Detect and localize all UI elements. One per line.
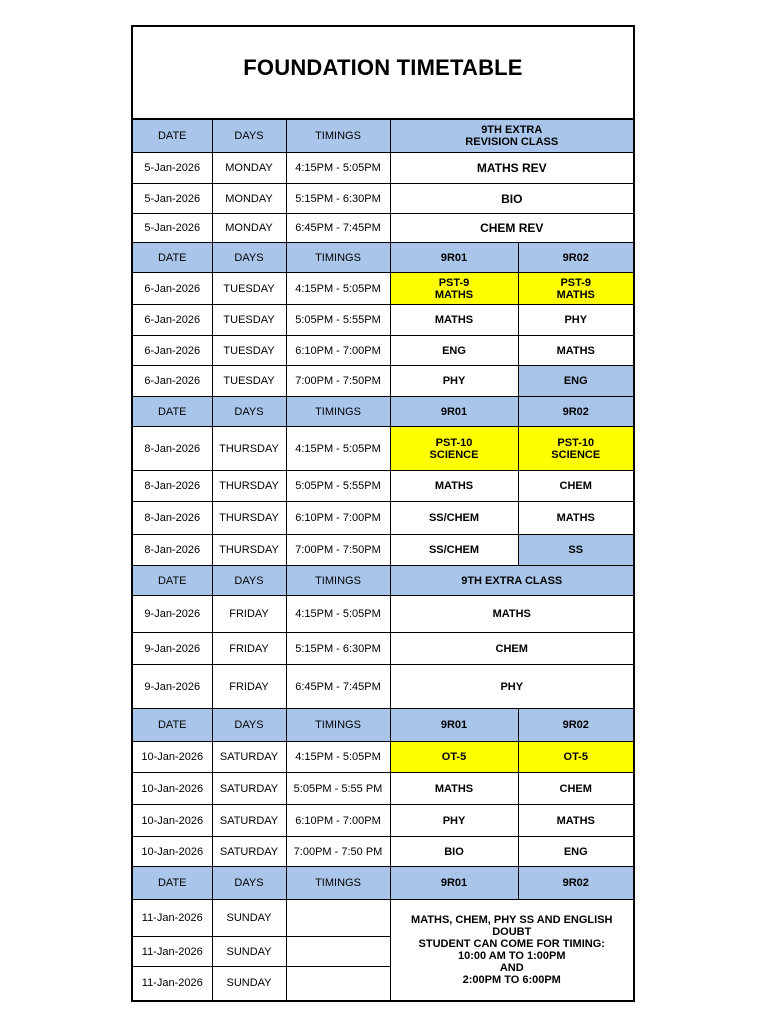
day-cell: FRIDAY bbox=[212, 633, 286, 665]
subject-9r01-line: MATHS bbox=[434, 314, 474, 326]
day-cell: TUESDAY bbox=[212, 305, 286, 336]
header-days: DAYS bbox=[212, 709, 286, 742]
day-cell: SUNDAY bbox=[212, 937, 286, 967]
page-title: FOUNDATION TIMETABLE bbox=[243, 54, 523, 80]
timing-cell: 5:05PM - 5:55PM bbox=[286, 471, 390, 502]
header-class-group-line: REVISION CLASS bbox=[465, 136, 559, 148]
header-9r01: 9R01 bbox=[390, 243, 518, 273]
timetable-body bbox=[133, 120, 633, 1000]
day-cell: MONDAY bbox=[212, 214, 286, 243]
subject-9r02-line: MATHS bbox=[556, 288, 595, 301]
table-row bbox=[133, 184, 633, 214]
timing-cell bbox=[286, 937, 390, 967]
date-cell: 10-Jan-2026 bbox=[133, 837, 212, 867]
table-row bbox=[133, 596, 633, 633]
timing-cell: 4:15PM - 5:05PM bbox=[286, 273, 390, 305]
subject-9r02 bbox=[518, 471, 633, 502]
subject-cell: CHEM REV bbox=[390, 214, 633, 243]
section-header-row bbox=[133, 566, 633, 596]
subject-9r01-line: PST-9 bbox=[438, 276, 470, 289]
date-cell: 5-Jan-2026 bbox=[133, 153, 212, 184]
doubt-session-note-line: AND bbox=[499, 961, 524, 974]
timing-cell: 7:00PM - 7:50 PM bbox=[286, 837, 390, 867]
subject-9r02 bbox=[518, 837, 633, 867]
timetable-grid bbox=[133, 119, 633, 1000]
day-cell: TUESDAY bbox=[212, 273, 286, 305]
subject-9r01 bbox=[390, 502, 518, 535]
doubt-session-note-line: 10:00 AM TO 1:00PM bbox=[457, 949, 566, 962]
subject-9r01 bbox=[390, 773, 518, 805]
subject-9r01 bbox=[390, 837, 518, 867]
day-cell: FRIDAY bbox=[212, 596, 286, 633]
header-days: DAYS bbox=[212, 566, 286, 596]
header-days: DAYS bbox=[212, 867, 286, 900]
timing-cell: 5:15PM - 6:30PM bbox=[286, 184, 390, 214]
header-days: DAYS bbox=[212, 397, 286, 427]
header-9r02: 9R02 bbox=[518, 867, 633, 900]
subject-9r01-line: PHY bbox=[442, 814, 466, 827]
date-cell: 5-Jan-2026 bbox=[133, 184, 212, 214]
subject-9r01-line: PST-10 bbox=[435, 436, 473, 449]
day-cell: SATURDAY bbox=[212, 742, 286, 773]
date-cell: 10-Jan-2026 bbox=[133, 742, 212, 773]
header-class-group-line: 9TH EXTRA CLASS bbox=[461, 574, 563, 587]
date-cell: 11-Jan-2026 bbox=[133, 937, 212, 967]
header-timings: TIMINGS bbox=[286, 397, 390, 427]
timing-cell bbox=[286, 967, 390, 1000]
date-cell: 10-Jan-2026 bbox=[133, 805, 212, 837]
subject-9r01 bbox=[390, 535, 518, 566]
day-cell: MONDAY bbox=[212, 184, 286, 214]
date-cell: 6-Jan-2026 bbox=[133, 305, 212, 336]
subject-9r02 bbox=[518, 535, 633, 566]
subject-9r02 bbox=[518, 273, 633, 305]
header-date: DATE bbox=[133, 120, 212, 153]
table-row bbox=[133, 633, 633, 665]
subject-9r01-line: MATHS bbox=[434, 782, 474, 795]
subject-9r02 bbox=[518, 336, 633, 366]
subject-9r02-line: MATHS bbox=[556, 344, 595, 357]
subject-9r01 bbox=[390, 742, 518, 773]
day-cell: SATURDAY bbox=[212, 773, 286, 805]
subject-9r02 bbox=[518, 805, 633, 837]
date-cell: 9-Jan-2026 bbox=[133, 665, 212, 709]
day-cell: SATURDAY bbox=[212, 837, 286, 867]
doubt-session-note-line: STUDENT CAN COME FOR TIMING: bbox=[418, 937, 605, 950]
timing-cell: 6:45PM - 7:45PM bbox=[286, 214, 390, 243]
subject-9r02-line: PHY bbox=[564, 314, 588, 326]
subject-9r01-line: SS/CHEM bbox=[428, 544, 480, 556]
header-9r02: 9R02 bbox=[518, 397, 633, 427]
table-row bbox=[133, 502, 633, 535]
date-cell: 11-Jan-2026 bbox=[133, 967, 212, 1000]
table-row bbox=[133, 427, 633, 471]
date-cell: 8-Jan-2026 bbox=[133, 427, 212, 471]
date-cell: 11-Jan-2026 bbox=[133, 900, 212, 937]
subject-9r01-line: OT-5 bbox=[441, 751, 467, 763]
section-header-row bbox=[133, 120, 633, 153]
subject-9r02-line: CHEM bbox=[559, 782, 592, 795]
subject-9r02 bbox=[518, 427, 633, 471]
subject-9r01 bbox=[390, 366, 518, 397]
subject-cell: MATHS REV bbox=[390, 153, 633, 184]
table-row bbox=[133, 805, 633, 837]
timing-cell: 4:15PM - 5:05PM bbox=[286, 742, 390, 773]
day-cell: THURSDAY bbox=[212, 427, 286, 471]
subject-9r01 bbox=[390, 805, 518, 837]
day-cell: TUESDAY bbox=[212, 366, 286, 397]
subject-9r01 bbox=[390, 305, 518, 336]
day-cell: THURSDAY bbox=[212, 535, 286, 566]
header-timings: TIMINGS bbox=[286, 120, 390, 153]
subject-9r01 bbox=[390, 336, 518, 366]
timetable-sheet bbox=[131, 25, 635, 1002]
header-date: DATE bbox=[133, 566, 212, 596]
subject-9r02-line: MATHS bbox=[556, 814, 595, 827]
subject-9r01-line: MATHS bbox=[434, 288, 474, 301]
timing-cell: 7:00PM - 7:50PM bbox=[286, 535, 390, 566]
table-row bbox=[133, 773, 633, 805]
date-cell: 8-Jan-2026 bbox=[133, 535, 212, 566]
table-row bbox=[133, 535, 633, 566]
timing-cell: 7:00PM - 7:50PM bbox=[286, 366, 390, 397]
header-9r01: 9R01 bbox=[390, 397, 518, 427]
header-9r02: 9R02 bbox=[518, 709, 633, 742]
date-cell: 8-Jan-2026 bbox=[133, 471, 212, 502]
subject-9r01-line: SS/CHEM bbox=[428, 512, 480, 524]
subject-cell: PHY bbox=[390, 665, 633, 709]
date-cell: 10-Jan-2026 bbox=[133, 773, 212, 805]
header-date: DATE bbox=[133, 397, 212, 427]
table-row bbox=[133, 336, 633, 366]
subject-9r01-line: PHY bbox=[442, 375, 466, 387]
date-cell: 9-Jan-2026 bbox=[133, 633, 212, 665]
doubt-session-note-line: MATHS, CHEM, PHY SS AND ENGLISH DOUBT bbox=[411, 913, 613, 938]
day-cell: SUNDAY bbox=[212, 900, 286, 937]
subject-9r01-line: ENG bbox=[442, 344, 466, 357]
section-header-row bbox=[133, 397, 633, 427]
subject-9r02-line: SS bbox=[568, 544, 584, 556]
table-row bbox=[133, 366, 633, 397]
table-row bbox=[133, 471, 633, 502]
header-timings: TIMINGS bbox=[286, 709, 390, 742]
date-cell: 6-Jan-2026 bbox=[133, 366, 212, 397]
subject-9r01-line: BIO bbox=[444, 845, 464, 858]
header-class-group-line: 9TH EXTRA bbox=[481, 124, 543, 136]
subject-9r02-line: SCIENCE bbox=[551, 448, 601, 461]
header-date: DATE bbox=[133, 709, 212, 742]
day-cell: FRIDAY bbox=[212, 665, 286, 709]
section-header-row bbox=[133, 243, 633, 273]
subject-9r01 bbox=[390, 471, 518, 502]
header-date: DATE bbox=[133, 867, 212, 900]
table-row bbox=[133, 837, 633, 867]
section-header-row bbox=[133, 867, 633, 900]
doubt-session-note-line: 2:00PM TO 6:00PM bbox=[462, 973, 561, 986]
subject-9r02-line: ENG bbox=[563, 845, 588, 858]
day-cell: THURSDAY bbox=[212, 502, 286, 535]
title-box bbox=[133, 27, 633, 119]
date-cell: 9-Jan-2026 bbox=[133, 596, 212, 633]
header-days: DAYS bbox=[212, 243, 286, 273]
table-row bbox=[133, 900, 633, 937]
section-header-row bbox=[133, 709, 633, 742]
timing-cell: 6:10PM - 7:00PM bbox=[286, 502, 390, 535]
subject-9r02-line: PST-10 bbox=[557, 436, 595, 449]
subject-9r01-line: MATHS bbox=[434, 480, 474, 492]
doubt-session-note bbox=[390, 900, 633, 1000]
subject-9r02 bbox=[518, 773, 633, 805]
date-cell: 5-Jan-2026 bbox=[133, 214, 212, 243]
header-date: DATE bbox=[133, 243, 212, 273]
date-cell: 6-Jan-2026 bbox=[133, 273, 212, 305]
subject-cell: BIO bbox=[390, 184, 633, 214]
subject-9r01-line: SCIENCE bbox=[429, 448, 479, 461]
table-row bbox=[133, 742, 633, 773]
timing-cell: 6:10PM - 7:00PM bbox=[286, 336, 390, 366]
timing-cell: 6:10PM - 7:00PM bbox=[286, 805, 390, 837]
table-row bbox=[133, 665, 633, 709]
subject-9r02-line: MATHS bbox=[556, 512, 595, 524]
date-cell: 6-Jan-2026 bbox=[133, 336, 212, 366]
subject-9r02-line: CHEM bbox=[559, 480, 592, 492]
header-class-group bbox=[390, 120, 633, 153]
timing-cell: 6:45PM - 7:45PM bbox=[286, 665, 390, 709]
subject-9r02-line: ENG bbox=[563, 375, 588, 387]
subject-9r02-line: OT-5 bbox=[563, 751, 588, 763]
header-timings: TIMINGS bbox=[286, 867, 390, 900]
header-timings: TIMINGS bbox=[286, 243, 390, 273]
table-row bbox=[133, 273, 633, 305]
header-class-group bbox=[390, 566, 633, 596]
subject-9r02 bbox=[518, 742, 633, 773]
subject-9r02 bbox=[518, 366, 633, 397]
subject-cell: CHEM bbox=[390, 633, 633, 665]
timing-cell: 5:05PM - 5:55 PM bbox=[286, 773, 390, 805]
day-cell: SATURDAY bbox=[212, 805, 286, 837]
timing-cell bbox=[286, 900, 390, 937]
subject-cell: MATHS bbox=[390, 596, 633, 633]
table-row bbox=[133, 153, 633, 184]
table-row bbox=[133, 305, 633, 336]
day-cell: SUNDAY bbox=[212, 967, 286, 1000]
header-9r01: 9R01 bbox=[390, 867, 518, 900]
subject-9r02 bbox=[518, 305, 633, 336]
timing-cell: 5:15PM - 6:30PM bbox=[286, 633, 390, 665]
timing-cell: 4:15PM - 5:05PM bbox=[286, 427, 390, 471]
timing-cell: 4:15PM - 5:05PM bbox=[286, 153, 390, 184]
subject-9r02-line: PST-9 bbox=[560, 276, 592, 289]
header-9r02: 9R02 bbox=[518, 243, 633, 273]
day-cell: THURSDAY bbox=[212, 471, 286, 502]
timing-cell: 4:15PM - 5:05PM bbox=[286, 596, 390, 633]
header-9r01: 9R01 bbox=[390, 709, 518, 742]
subject-9r01 bbox=[390, 273, 518, 305]
subject-9r01 bbox=[390, 427, 518, 471]
timing-cell: 5:05PM - 5:55PM bbox=[286, 305, 390, 336]
day-cell: MONDAY bbox=[212, 153, 286, 184]
header-days: DAYS bbox=[212, 120, 286, 153]
header-timings: TIMINGS bbox=[286, 566, 390, 596]
day-cell: TUESDAY bbox=[212, 336, 286, 366]
subject-9r02 bbox=[518, 502, 633, 535]
date-cell: 8-Jan-2026 bbox=[133, 502, 212, 535]
table-row bbox=[133, 214, 633, 243]
